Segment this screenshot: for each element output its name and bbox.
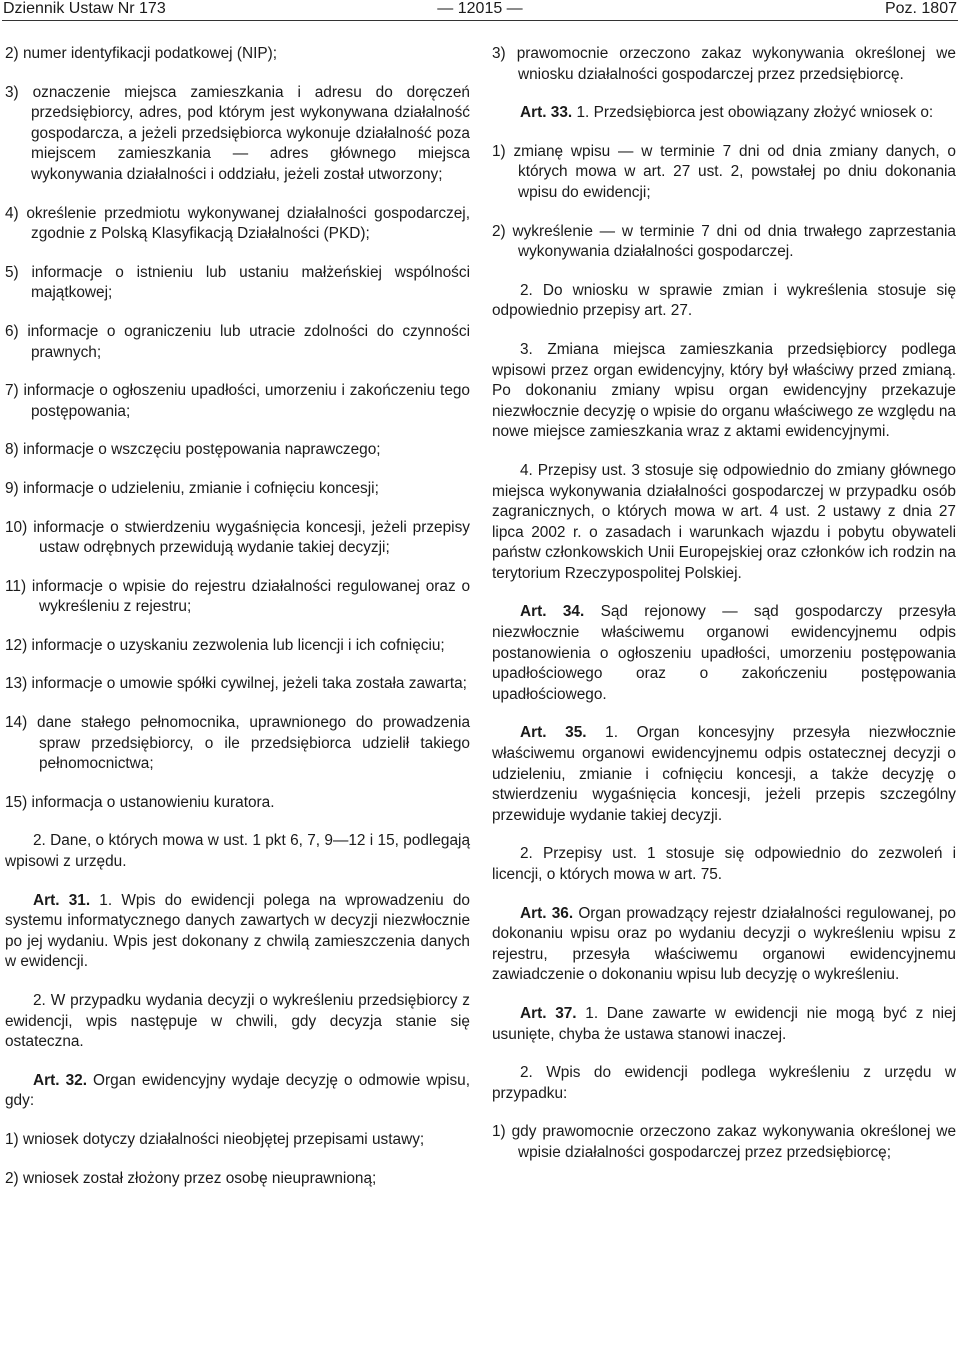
list-item — [5, 713, 470, 775]
list-item — [5, 381, 470, 422]
list-item — [492, 222, 956, 263]
paragraph: 2. Do wniosku w sprawie zmian i wykreślenia stosuje się odpowiednio przepisy art. 27. — [492, 281, 956, 320]
art30-item-list — [5, 44, 470, 813]
article-text: Sąd rejonowy — sąd gospodarczy przesyła niezwłocznie właściwemu organowi ewidencyjnemu odpis postanowienia o ogłoszeniu upadłości, umorzeniu postępowania upadłościowego oraz o zakończeniu postępowania upadłościowego. — [492, 603, 956, 703]
item-text: informacje o wpisie do rejestru działalności regulowanej oraz o wykreśleniu z rejestru; — [31, 577, 470, 616]
list-item — [5, 322, 470, 363]
paragraph: 2. Dane, o których mowa w ust. 1 pkt 6, 7, 9—12 i 15, podlegają wpisowi z urzędu. — [5, 832, 470, 871]
item-text: wniosek został złożony przez osobę nieuprawnioną; — [22, 1169, 377, 1187]
article-32 — [5, 1071, 470, 1112]
item-text: informacje o udzieleniu, zmianie i cofnięciu koncesji; — [22, 479, 379, 497]
item-number: 14) — [5, 714, 28, 732]
list-item — [5, 577, 470, 618]
item-number: 2) — [5, 1169, 19, 1187]
article-33 — [492, 103, 956, 124]
item-text: informacje o ograniczeniu lub utracie zdolności do czynności prawnych; — [27, 322, 470, 361]
item-text: gdy prawomocnie orzeczono zakaz wykonywania określonej we wpisie działalności gospodarczej przez przedsiębiorcę; — [511, 1123, 957, 1161]
item-text: oznaczenie miejsca zamieszkania i adresu do doręczeń przedsiębiorcy, adres, pod którym jest wykonywana działalność gospodarcza, a jeżeli przedsiębiorca wykonuje działalność poza miejscem zamieszkania — adres głównego miejsca wykonywania działalności i oddziału, jeżeli został utworzony; — [31, 83, 470, 183]
paragraph: 2. Wpis do ewidencji podlega wykreśleniu z urzędu w przypadku: — [492, 1064, 956, 1102]
item-number: 3) — [492, 45, 506, 62]
list-item — [5, 479, 470, 500]
article-37 — [492, 1004, 956, 1045]
position-number: Poz. 1807 — [884, 0, 957, 17]
article-label: Art. 33. — [520, 104, 573, 122]
article-text: Organ ewidencyjny wydaje decyzję o odmowie wpisu, gdy: — [5, 1071, 470, 1110]
article-label: Art. 34. — [520, 603, 585, 621]
item-number: 1) — [492, 142, 506, 160]
list-item — [5, 1130, 470, 1151]
article-text: Organ prowadzący rejestr działalności regulowanej, po dokonaniu wpisu oraz po wydaniu decyzji o wykreśleniu wpisu z rejestru, przesyła właściwemu organowi ewidencyjnemu zawiadczenie o dokonaniu wpisu lub decyzję o wykreśleniu. — [492, 904, 956, 984]
item-text: wykreślenie — w terminie 7 dni od dnia trwałego zaprzestania wykonywania działalności gospodarczej. — [512, 222, 956, 261]
paragraph: 3. Zmiana miejsca zamieszkania przedsiębiorcy podlega wpisowi przez organ ewidencyjny, który był właściwy przed zmianą. Po dokonaniu zmiany wpisu organ ewidencyjny przekazuje niezwłocznie decyzję o wpisie do organu właściwego ze względu na nowe miejsce zamieszkania wraz z aktami ewidencyjnymi. — [492, 340, 956, 441]
item-text: informacje o stwierdzeniu wygaśnięcia koncesji, jeżeli przepisy ustaw odrębnych przewidują wydanie takiej decyzji; — [33, 518, 470, 557]
article-label: Art. 32. — [33, 1071, 87, 1089]
item-text: informacje o istnieniu lub ustaniu małżeńskiej wspólności majątkowej; — [31, 263, 470, 302]
list-item — [5, 1169, 470, 1190]
article-34 — [492, 602, 956, 705]
item-number: 1) — [492, 1123, 506, 1141]
item-number: 10) — [5, 518, 28, 536]
article-label: Art. 37. — [520, 1004, 577, 1022]
page-header — [0, 0, 960, 22]
art33-item-list — [492, 142, 956, 263]
right-column — [492, 44, 956, 1182]
item-text: numer identyfikacji podatkowej (NIP); — [22, 45, 278, 62]
item-number: 12) — [5, 636, 28, 654]
list-item — [492, 44, 956, 85]
article-35 — [492, 723, 956, 826]
article-text: 1. Przedsiębiorca jest obowiązany złożyć wniosek o: — [572, 104, 934, 122]
list-item — [492, 142, 956, 204]
list-item — [492, 1122, 956, 1163]
item-number: 13) — [5, 675, 28, 693]
article-label: Art. 35. — [520, 724, 587, 742]
item-text: informacje o wszczęciu postępowania naprawczego; — [22, 441, 381, 459]
item-number: 1) — [5, 1130, 19, 1148]
list-item — [5, 263, 470, 304]
item-number: 5) — [5, 263, 19, 281]
article-text: 1. Wpis do ewidencji polega na wprowadzeniu do systemu informatycznego danych zawartych w decyzji niezwłocznie po jej wydaniu. Wpis jest dokonany z chwilą zamieszczenia danych w ewidencji. — [5, 891, 470, 971]
list-item — [5, 44, 470, 65]
list-item — [5, 518, 470, 559]
item-text: prawomocnie orzeczono zakaz wykonywania określonej we wniosku działalności gospodarczej przez przedsiębiorcę. — [516, 45, 956, 83]
list-item — [5, 83, 470, 186]
item-text: określenie przedmiotu wykonywanej działalności gospodarczej, zgodnie z Polską Klasyfikacją Działalności (PKD); — [26, 204, 470, 243]
left-column — [5, 44, 470, 1207]
list-item — [5, 793, 470, 814]
header-rule — [2, 20, 958, 21]
item-number: 15) — [5, 793, 28, 811]
item-text: informacje o ogłoszeniu upadłości, umorzeniu i zakończeniu tego postępowania; — [23, 382, 470, 420]
art32-item-list — [5, 1130, 470, 1189]
paragraph: 2. Przepisy ust. 1 stosuje się odpowiednio do zezwoleń i licencji, o których mowa w art. 75. — [492, 845, 956, 883]
item-number: 6) — [5, 322, 19, 340]
journal-title: Dziennik Ustaw Nr 173 — [3, 0, 166, 17]
article-label: Art. 36. — [520, 904, 574, 922]
item-number: 2) — [5, 45, 19, 62]
item-number: 11) — [5, 577, 27, 595]
item-text: zmianę wpisu — w terminie 7 dni od dnia zmiany danych, o których mowa w art. 27 ust. 2, powstałej po dniu dokonania wpisu do ewidencji; — [513, 142, 956, 201]
item-text: informacje o umowie spółki cywilnej, jeżeli taka została zawarta; — [31, 675, 467, 693]
article-36 — [492, 904, 956, 986]
page-number: — 12015 — — [437, 0, 523, 17]
article-31 — [5, 891, 470, 973]
item-number: 2) — [492, 222, 506, 240]
list-item — [5, 440, 470, 461]
item-text: dane stałego pełnomocnika, uprawnionego do prowadzenia spraw przedsiębiorcy, o ile przedsiębiorca udzielił takiego pełnomocnictwa; — [37, 714, 470, 773]
item-text: informacje o uzyskaniu zezwolenia lub licencji i ich cofnięciu; — [31, 636, 445, 654]
item-text: wniosek dotyczy działalności nieobjętej przepisami ustawy; — [22, 1130, 425, 1148]
item-number: 3) — [5, 83, 19, 101]
paragraph: 4. Przepisy ust. 3 stosuje się odpowiednio do zmiany głównego miejsca wykonywania działalności gospodarczej w przypadku osób zagranicznych, o których mowa w art. 4 ust. 2 ustawy z dnia 27 lipca 2002 r. o zasadach i warunkach wjazdu i pobytu obywateli państw członkowskich Unii Europejskiej oraz członków ich rodzin na terytorium Rzeczypospolitej Polskiej. — [492, 461, 956, 582]
article-text: 1. Organ koncesyjny przesyła niezwłocznie właściwemu organowi ewidencyjnemu odpis ostatecznej decyzji o udzieleniu, zmianie i cofnięciu koncesji, a także decyzję o stwierdzeniu wygaśnięcia koncesji, jeżeli przepis szczególny przewiduje wydanie takiej decyzji. — [492, 724, 956, 824]
list-item — [5, 674, 470, 695]
list-item — [5, 204, 470, 245]
list-item — [5, 636, 470, 657]
item-number: 7) — [5, 382, 19, 400]
item-number: 8) — [5, 441, 19, 459]
paragraph: 2. W przypadku wydania decyzji o wykreśleniu przedsiębiorcy z ewidencji, wpis następuje w chwili, gdy decyzja stanie się ostateczna. — [5, 992, 470, 1051]
item-text: informacja o ustanowieniu kuratora. — [31, 793, 275, 811]
article-label: Art. 31. — [33, 891, 91, 909]
item-number: 4) — [5, 204, 19, 222]
article-text: 1. Dane zawarte w ewidencji nie mogą być z niej usunięte, chyba że ustawa stanowi inaczej. — [492, 1004, 956, 1043]
item-number: 9) — [5, 479, 19, 497]
